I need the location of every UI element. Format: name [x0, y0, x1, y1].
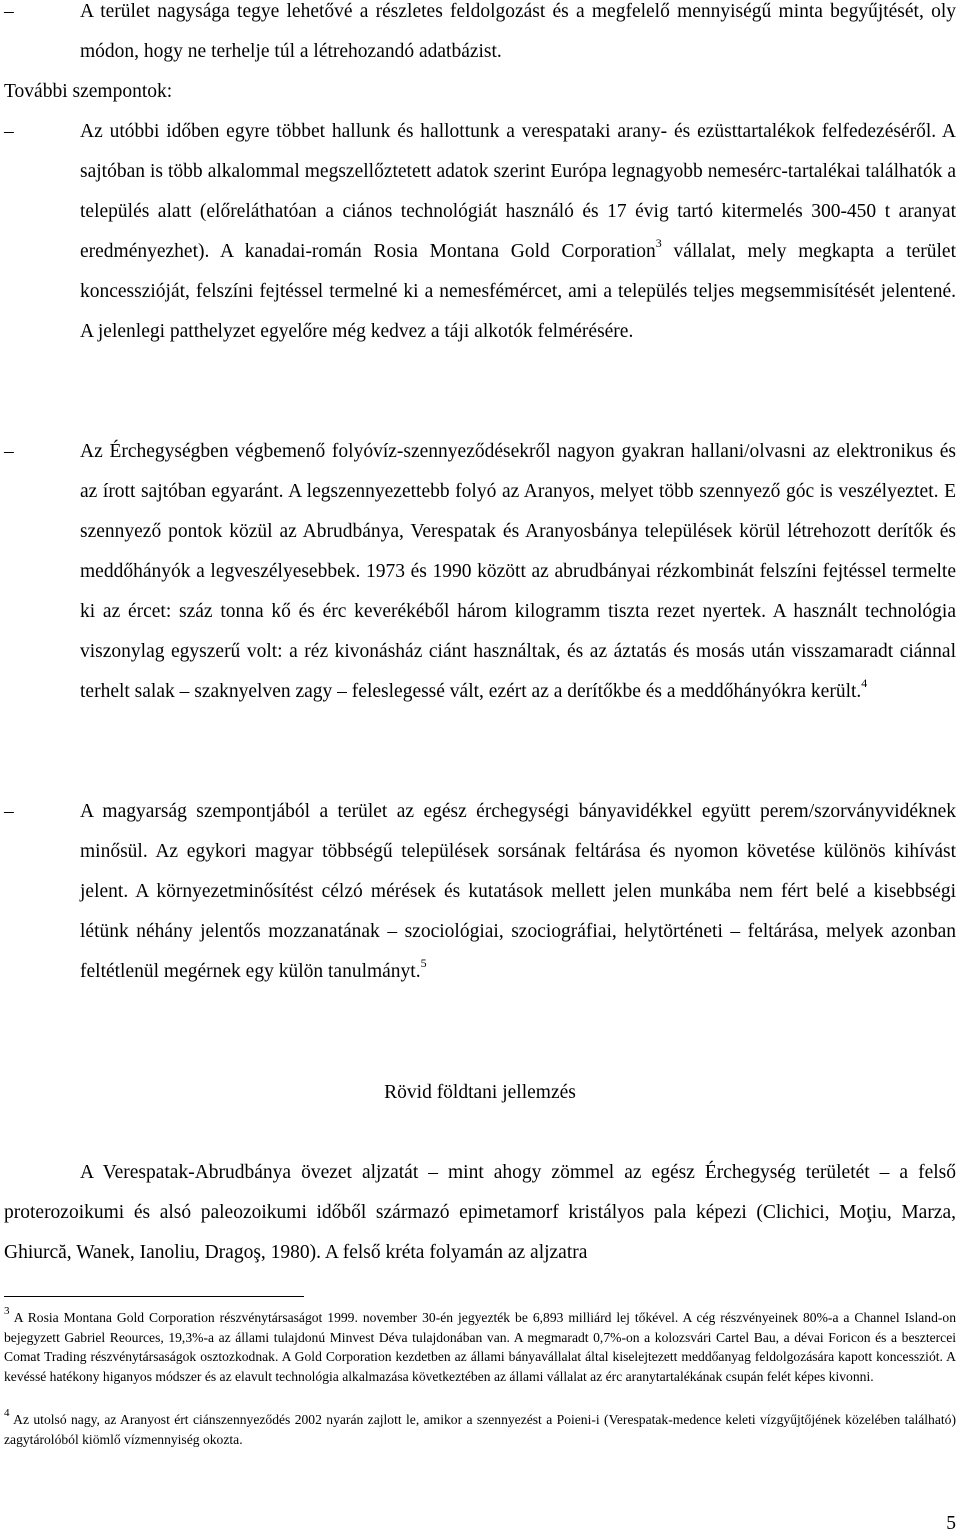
footnote-ref-5: 5: [420, 955, 427, 970]
section-paragraph: A Verespatak-Abrudbánya övezet aljzatát – mint ahogy zömmel az egész Érchegység területét – a felső proterozoikumi és alsó paleozoikumi időből származó epimetamorf kristályos pala képezi (Clichici, Moţiu, Marza, Ghiurcă, Wanek, Ianoliu, Dragoş, 1980). A felső kréta folyamán az aljzatra: [4, 1162, 956, 1263]
footnote-text: Az utolsó nagy, az Aranyost ért ciánszennyeződés 2002 nyarán zajlott le, amikor a szennyezést a Poieni-i (Verespatak-medence keleti vízgyűjtőjének közelében található) zagytárolóból kiömlő vízmennyiség okozta.: [4, 1412, 956, 1447]
bullet-text: A magyarság szempontjából a terület az egész érchegységi bányavidékkel együtt perem/szorványvidéknek minősül. Az egykori magyar többségű települések sorsának feltárása és nyomon követése különös kihívást jelent. A környezetminősítést célzó mérések és kutatások mellett jelen munkába nem fért belé a kisebbségi létünk néhány jelentős mozzanatának – szociológiai, szociográfiai, helytörténeti – feltárása, melyek azonban feltétlenül megérnek egy külön tanulmányt.$^5$: [80, 801, 956, 982]
footnote-separator: [4, 1296, 304, 1297]
bullet-dash: –: [4, 121, 14, 142]
bullet-item-1: [4, 0, 956, 72]
footnote-ref-4: 4: [861, 675, 868, 690]
bullet-dash: –: [4, 1, 14, 22]
bullet-text: A terület nagysága tegye lehetővé a részletes feldolgozást és a megfelelő mennyiségű minta begyűjtését, oly módon, hogy ne terhelje túl a létrehozandó adatbázist.: [80, 1, 956, 62]
footnote-text: A Rosia Montana Gold Corporation részvénytársaságot 1999. november 30-én jegyezték be 6,893 milliárd lej tőkével. A cég részvényeinek 80%-a a Channel Island-on bejegyzett Gabriel Reources, 19,3%-a az állami tulajdonú Minvest Déva tulajdonában van. A megmaradt 0,7%-on a kolozsvári Cartel Bau, a dévai Foricon és a besztercei Comat Trading részvénytársaságok osztozkodnak. A Gold Corporation kezdetben az állami bányavállalat által kiselejtezett meddőanyag feldolgozására kapott koncessziót. A kevéssé hatékony higanyos módszer és az elavult technológia alkalmazása következtében az állami vállalat az érc aranytartalékának csupán felét képes kivonni.: [4, 1310, 956, 1384]
footnote-ref-3: 3: [655, 235, 662, 250]
footnote-number: 4: [4, 1407, 10, 1420]
section-heading: Rövid földtani jellemzés: [384, 1082, 576, 1103]
bullet-text: Az utóbbi időben egyre többet hallunk és hallottunk a verespataki arany- és ezüsttartalékok felfedezéséről. A sajtóban is több alkalommal megszellőztetett adatok szerint Európa legnagyobb nemesérc-tartalékai találhatók a település alatt (előreláthatóan a ciános technológiát használó és 17 évig tartó kitermelés 300-450 t aranyat eredményezhet). A kanadai-román Rosia Montana Gold Corporation$^3$ vállalat, mely megkapta a terület koncesszióját, felszíni fejtéssel termelné ki a nemesfémércet, ami a település teljes megsemmisítését jelentené. A jelenlegi patthelyzet egyelőre még kedvez a táji alkotók felmérésére.: [80, 121, 956, 342]
bullet-item-3: [4, 432, 956, 712]
page-number: 5: [946, 1513, 956, 1534]
bullet-dash: –: [4, 441, 14, 462]
bullet-text: Az Érchegységben végbemenő folyóvíz-szennyeződésekről nagyon gyakran hallani/olvasni az elektronikus és az írott sajtóban egyaránt. A legszennyezettebb folyó az Aranyos, melyet több szennyező góc is veszélyeztet. E szennyező pontok közül az Abrudbánya, Verespatak és Aranyosbánya települések körül létrehozott derítők és meddőhányók a legveszélyesebbek. 1973 és 1990 között az abrudbányai rézkombinát felszíni fejtéssel termelte ki az ércet: száz tonna kő és érc keverékéből három kilogramm tiszta rezet nyertek. A használt technológia viszonylag egyszerű volt: a réz kivonásház ciánt használtak, és az áztatás és mosás után visszamaradt ciánnal terhelt salak – szaknyelven zagy – feleslegessé vált, ezért az a derítőkbe és a meddőhányókra került.$^4$: [80, 441, 956, 702]
bullet-dash: –: [4, 801, 14, 822]
footnote-3: [4, 1305, 956, 1386]
further-aspects-label: További szempontok:: [4, 81, 173, 102]
footnote-number: 3: [4, 1305, 10, 1318]
bullet-item-2: [4, 112, 956, 352]
footnote-4: [4, 1407, 956, 1449]
bullet-item-4: [4, 792, 956, 992]
